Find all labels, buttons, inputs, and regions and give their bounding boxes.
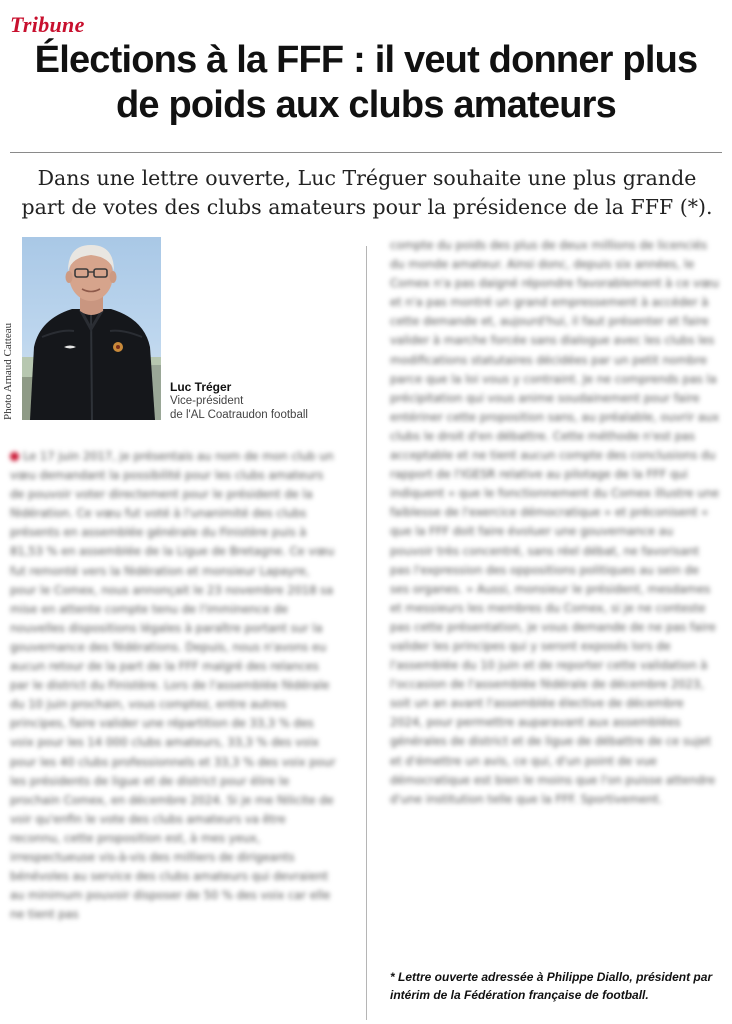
footnote: * Lettre ouverte adressée à Philippe Diallo, président par intérim de la Fédération française de football.	[390, 970, 713, 1002]
left-column-text: Le 17 juin 2017, je présentais au nom de mon club un vœu demandant la possibilité pour les clubs amateurs de pouvoir voter directement pour le président de la fédération. Ce vœu fut voté à l'unanimité des clubs présents en assemblée générale du Finistère puis à 81,53 % en assemblée de la Ligue de Bretagne. Ce vœu fut remonté vers la fédération et monsieur Lapayre, pour le Comex, nous annonçait le 23 novembre 2018 sa mise en attente compte tenu de l'imminence de nouvelles dispositions légales à paraître portant sur la gouvernance des fédérations. Depuis, nous n'avons eu aucun retour de la part de la FFF malgré des relances par le district du Finistère. Lors de l'assemblée fédérale du 10 juin prochain, vous comptez, entre autres principes, faire valider une répartition de 33,3 % des voix pour les 14 000 clubs amateurs, 33,3 % des voix pour les 40 clubs professionnels et 33,3 % des voix pour les présidents de ligue et de district pour élire le prochain Comex, en décembre 2024. Si je me félicite de voir qu'enfin le vote des clubs amateurs va être reconnu, cette proposition est, à mes yeux, irrespectueuse vis-à-vis des milliers de dirigeants bénévoles au service des clubs amateurs qui devraient au minimum pouvoir disposer de 50 % des voix car elle ne tient pas	[10, 449, 336, 922]
caption-club: de l'AL Coatraudon football	[170, 409, 308, 421]
article-column-right	[390, 236, 720, 950]
caption-name: Luc Tréger	[170, 380, 232, 394]
article-column-left	[10, 447, 336, 1007]
lead-bullet-icon	[10, 452, 19, 461]
caption-role: Vice-président	[170, 395, 244, 407]
portrait-photo	[22, 237, 161, 420]
right-column-text: compte du poids des plus de deux millions de licenciés du monde amateur. Ainsi donc, depuis six années, le Comex n'a pas daigné répondre favorablement à ce vœu et n'a pas montré un grand empressement à accéder à cette demande et, aujourd'hui, il faut présenter et faire valider à marche forcée sans dialogue avec les clubs les modifications statutaires décidées par un petit nombre parce que la loi vous y contraint. Je ne comprends pas la précipitation qui vous anime soudainement pour faire entériner cette proposition sans, au préalable, ouvrir aux clubs le droit d'en débattre. Cette méthode n'est pas acceptable et ne tient aucun compte des conclusions du rapport de l'IGESR relative au pilotage de la FFF qui indiquent « que le fonctionnement du Comex illustre une faiblesse de l'exercice démocratique » et préconisent « que la FFF doit faire évoluer une gouvernance au pouvoir très concentré, sans réel débat, ne favorisant pas l'expression des oppositions politiques au sein de ses organes. » Aussi, monsieur le président, mesdames et messieurs les membres du Comex, si je ne conteste pas cette présentation, je vous demande de ne pas faire valider les principes qui y seront exposés lors de l'assemblée du 10 juin et de reporter cette validation à l'occasion de l'assemblée fédérale de décembre 2023, soit un an avant l'assemblée élective de décembre 2024, pour permettre auparavant aux assemblées générales de district et de ligue de débattre de ce sujet et d'émettre un avis, ce qui, d'un point de vue démocratique est bien le moins que l'on puisse attendre d'une institution telle que la FFF. Sportivement.	[390, 238, 720, 806]
headline-rule	[10, 152, 722, 153]
headline: Élections à la FFF : il veut donner plus de poids aux clubs amateurs	[34, 39, 698, 126]
photo-caption	[170, 380, 308, 422]
section-label: Tribune	[10, 12, 85, 37]
column-divider	[366, 246, 367, 1020]
lede: Dans une lettre ouverte, Luc Tréguer souhaite une plus grande part de votes des clubs amateurs pour la présidence de la FFF (*).	[21, 166, 713, 219]
photo-credit: Photo Arnaud Catteau	[2, 322, 14, 420]
